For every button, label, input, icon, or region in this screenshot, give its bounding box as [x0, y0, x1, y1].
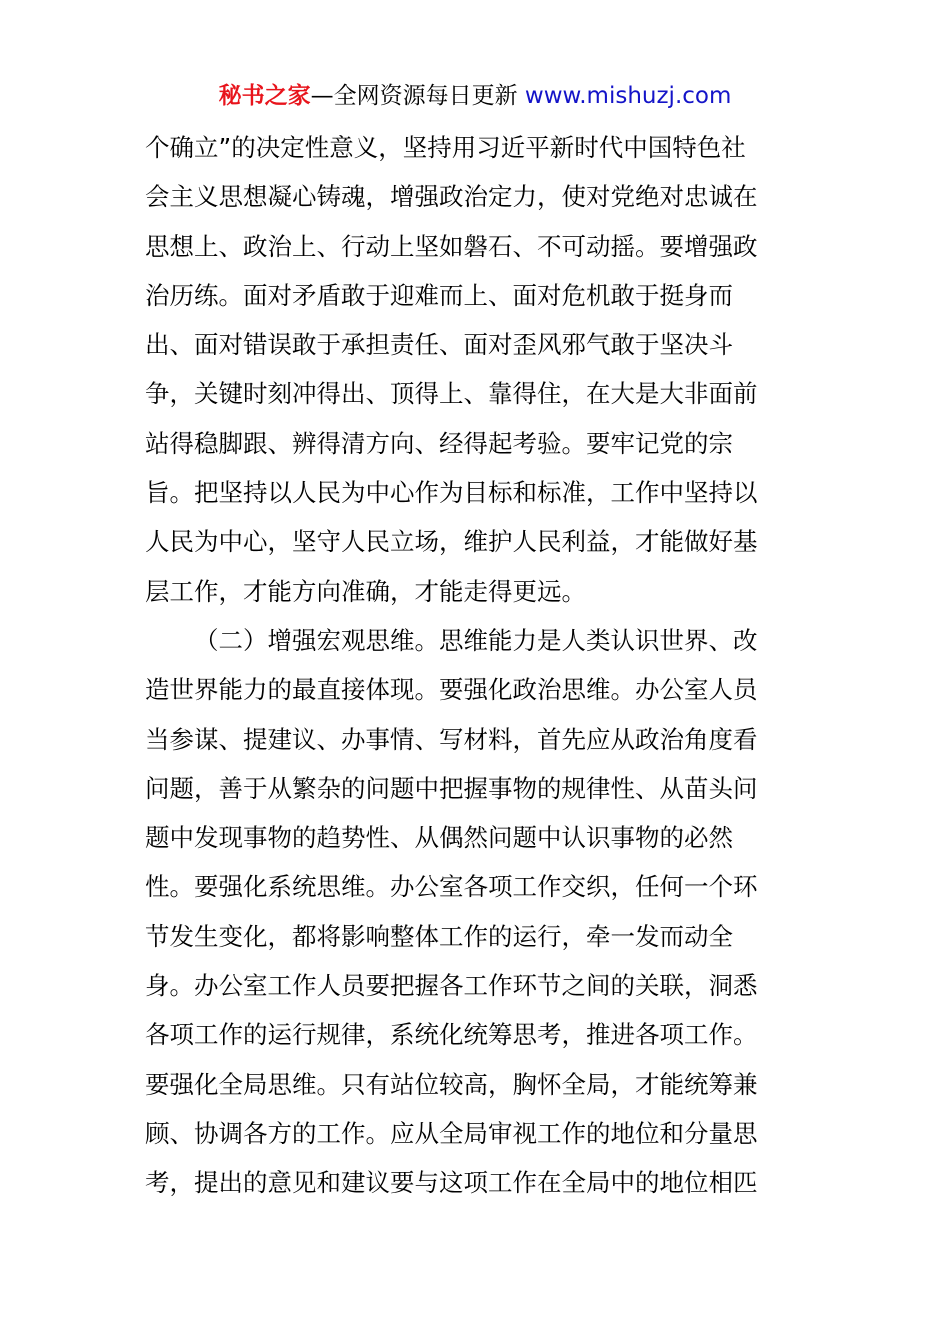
text-line: 站得稳脚跟、辨得清方向、经得起考验。要牢记党的宗: [145, 428, 733, 458]
text-line: 顾、协调各方的工作。应从全局审视工作的地位和分量思: [145, 1118, 758, 1148]
document-body: [145, 123, 810, 1208]
text-line: 旨。把坚持以人民为中心作为目标和标准，工作中坚持以: [145, 478, 758, 508]
text-line: 考，提出的意见和建议要与这项工作在全局中的地位相匹: [145, 1168, 758, 1198]
text-line: 出、面对错误敢于承担责任、面对歪风邪气敢于坚决斗: [145, 330, 733, 360]
text-line: 思想上、政治上、行动上坚如磐石、不可动摇。要增强政: [145, 231, 758, 261]
section-heading-line: （二）增强宏观思维。思维能力是人类认识世界、改: [194, 625, 758, 655]
text-line: 会主义思想凝心铸魂，增强政治定力，使对党绝对忠诚在: [145, 182, 758, 212]
text-line: 题中发现事物的趋势性、从偶然问题中认识事物的必然: [145, 823, 733, 853]
text-line: 层工作，才能方向准确，才能走得更远。: [145, 576, 586, 606]
page-header: [0, 80, 950, 112]
text-line: 各项工作的运行规律，系统化统筹思考，推进各项工作。: [145, 1020, 758, 1050]
text-line: 人民为中心，坚守人民立场，维护人民利益，才能做好基: [145, 527, 758, 557]
site-url[interactable]: www.mishuzj.com: [524, 83, 732, 109]
text-line: 性。要强化系统思维。办公室各项工作交织，任何一个环: [145, 872, 758, 902]
text-line: 当参谋、提建议、办事情、写材料，首先应从政治角度看: [145, 724, 758, 754]
text-line: 争，关键时刻冲得出、顶得上、靠得住，在大是大非面前: [145, 379, 758, 409]
text-line: 造世界能力的最直接体现。要强化政治思维。办公室人员: [145, 675, 758, 705]
text-line: 个确立”的决定性意义，坚持用习近平新时代中国特色社: [145, 133, 746, 162]
text-line: 治历练。面对矛盾敢于迎难而上、面对危机敢于挺身而: [145, 280, 733, 310]
text-line: 要强化全局思维。只有站位较高，胸怀全局，才能统筹兼: [145, 1069, 758, 1099]
text-line: 节发生变化，都将影响整体工作的运行，牵一发而动全: [145, 921, 733, 951]
text-line: 身。办公室工作人员要把握各工作环节之间的关联，洞悉: [145, 971, 758, 1001]
site-brand: 秘书之家: [218, 83, 311, 109]
text-line: 问题，善于从繁杂的问题中把握事物的规律性、从苗头问: [145, 773, 758, 803]
site-tagline: —全网资源每日更新: [310, 83, 518, 109]
